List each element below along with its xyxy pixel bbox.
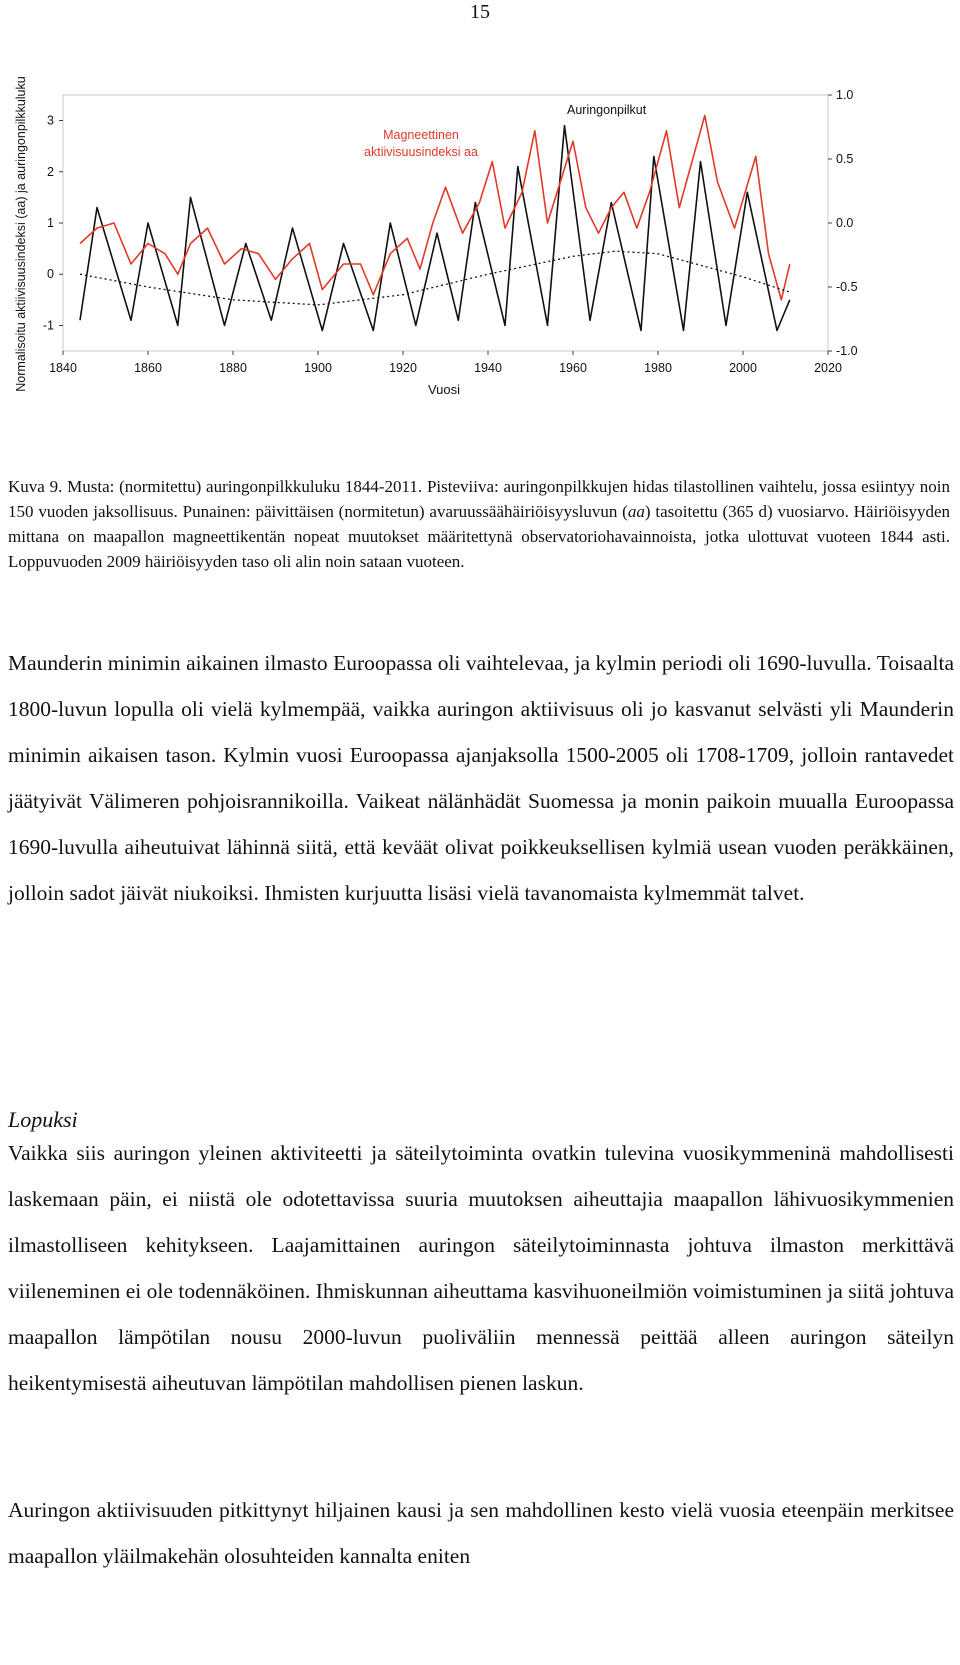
x-tick-label-1920: 1920	[389, 361, 417, 375]
page-number: 15	[470, 1, 490, 23]
sunspot-aa-chart	[0, 62, 910, 432]
y2-tick-label--0.5: -0.5	[836, 280, 858, 294]
x-tick-label-2020: 2020	[814, 361, 842, 375]
x-tick-label-1900: 1900	[304, 361, 332, 375]
x-tick-label-1840: 1840	[49, 361, 77, 375]
series-line-2	[80, 251, 790, 305]
y-tick-label-2: 2	[47, 164, 54, 179]
y-tick-label-3: 3	[47, 113, 54, 128]
sunspot-series-label: Auringonpilkut	[567, 103, 647, 117]
y-axis-title: Normalisoitu aktiivisuusindeksi (aa) ja auringonpilkkuluku	[14, 76, 28, 392]
x-axis-title: Vuosi	[427, 382, 461, 397]
x-tick-label-1980: 1980	[644, 361, 672, 375]
y-tick-label-0: 0	[47, 267, 54, 282]
y-tick-label--1: -1	[42, 318, 54, 333]
x-tick-label-1960: 1960	[559, 361, 587, 375]
x-tick-label-1940: 1940	[474, 361, 502, 375]
series-line-1	[80, 116, 790, 300]
x-tick-label-1880: 1880	[219, 361, 247, 375]
paragraph-lopuksi: Vaikka siis auringon yleinen aktiviteetti ja säteilytoiminta ovatkin tulevina vuosikymmeninä mahdollisesti laskemaan päin, ei niistä ole odotettavissa suuria muutoksen aiheuttajia maapallon lähivuosikymmenien ilmastolliseen kehitykseen. Laajamittainen auringon säteilytoiminnasta johtuva ilmaston merkittävä viileneminen ei ole todennäköinen. Ihmiskunnan aiheuttama kasvihuoneilmiön voimistuminen ja siitä johtuva maapallon lämpötilan nousu 2000-luvun puoliväliin mennessä peittää alleen auringon säteilyn heikentymisestä aiheutuvan lämpötilan mahdollisen pienen laskun.	[8, 1141, 954, 1395]
y2-tick-label-0.0: 0.0	[836, 216, 854, 230]
y2-tick-label-0.5: 0.5	[836, 152, 854, 166]
y2-tick-label-1.0: 1.0	[836, 88, 854, 102]
paragraph-final: Auringon aktiivisuuden pitkittynyt hiljainen kausi ja sen mahdollinen kesto vielä vuosia eteenpäin merkitsee maapallon yläilmakehän olosuhteiden kannalta eniten	[8, 1498, 954, 1568]
aa-series-label-line1: Magneettinen	[383, 128, 459, 142]
y-tick-label-1: 1	[47, 216, 54, 230]
caption-aa: aa	[627, 502, 645, 521]
x-tick-label-1860: 1860	[134, 361, 162, 375]
caption-suffix: ) tasoitettu (365 d) vuosiarvo. Häiriöisyyden mittana on maapallon magneettikentän nopeat muutokset määritettynä observatoriohavainnoista, jotka ulottuvat vuoteen 1844 asti. Loppuvuoden 2009 häiriöisyyden taso oli alin noin sataan vuoteen.	[8, 502, 950, 571]
section-heading-lopuksi: Lopuksi	[8, 1107, 78, 1132]
caption-prefix: Kuva 9. Musta: (normitettu) auringonpilkkuluku 1844-2011. Pisteviiva: auringonpilkkujen hidas tilastollinen vaihtelu, jossa esiintyy noin 150 vuoden jaksollisuus. Punainen: päivittäisen (normitetun) avaruussäähäiriöisyysluvun (	[8, 477, 950, 521]
aa-series-label-line2: aktiivisuusindeksi aa	[364, 145, 478, 159]
y2-tick-label--1.0: -1.0	[836, 344, 858, 358]
x-tick-label-2000: 2000	[729, 361, 757, 375]
figure-caption	[8, 474, 950, 574]
paragraph-maunder: Maunderin minimin aikainen ilmasto Euroopassa oli vaihtelevaa, ja kylmin periodi oli 1690-luvulla. Toisaalta 1800-luvun lopulla oli vielä kylmempää, vaikka auringon aktiivisuus oli jo kasvanut selvästi yli Maunderin minimin aikaisen tason. Kylmin vuosi Euroopassa ajanjaksolla 1500-2005 oli 1708-1709, jolloin rantavedet jäätyivät Välimeren pohjoisrannikoilla. Vaikeat nälänhädät Suomessa ja monin paikoin muualla Euroopassa 1690-luvulla aiheutuivat lähinnä siitä, että keväät olivat poikkeuksellisen kylmiä usean vuoden peräkkäinen, jolloin sadot jäivät niukoiksi. Ihmisten kurjuutta lisäsi vielä tavanomaista kylmemmät talvet.	[8, 651, 954, 905]
